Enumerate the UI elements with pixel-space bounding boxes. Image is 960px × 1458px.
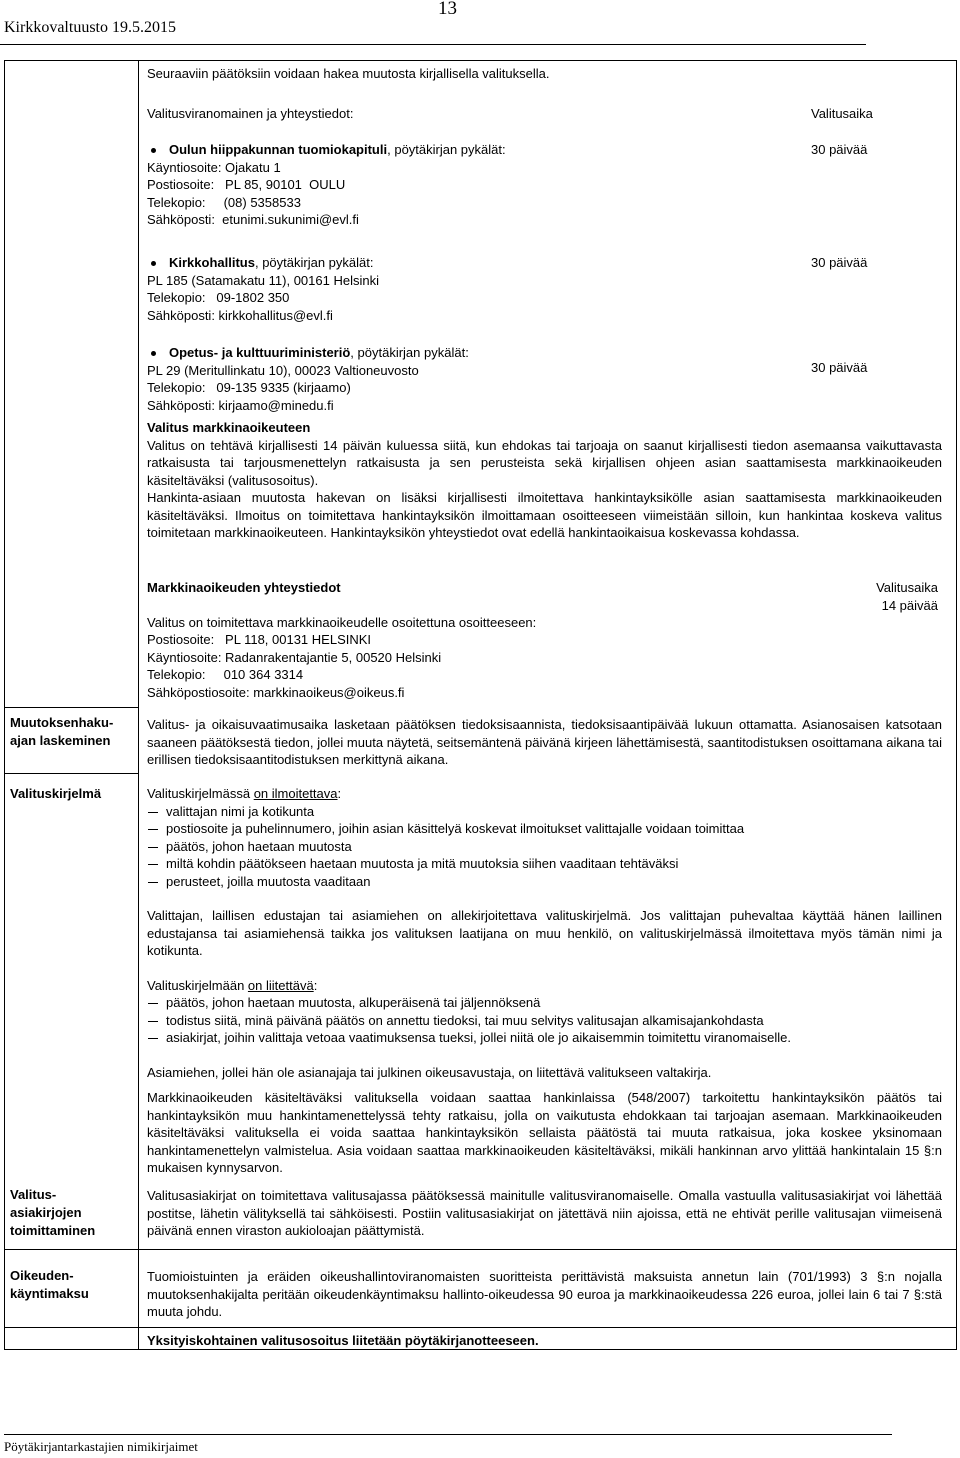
agent-text: Asiamiehen, jollei hän ole asianajaja tai julkinen oikeusavustaja, on liitettävä valitukseen valtakirja. xyxy=(147,1064,712,1080)
signing-text: Valittajan, laillisen edustajan tai asiamiehen on allekirjoitettava valituskirjelmä. Jos valittajan puhevaltaa käyttää hänen laillinen edustajansa tai asiamiehensä taikka jos valituksen laatijana on muu henkilö, on valituskirjelmässä ilmoitettava myös tämän nimi ja kotikunta. xyxy=(147,908,942,958)
page-number: 13 xyxy=(438,0,457,19)
intro-text: Seuraaviin päätöksiin voidaan hakea muutosta kirjallisella valituksella. xyxy=(147,66,550,81)
contact-line: Postiosoite: PL 118, 00131 HELSINKI xyxy=(147,632,372,647)
must-underlined: on ilmoitettava xyxy=(253,786,338,801)
label-line: Valitus- xyxy=(10,1187,57,1202)
label-line: Oikeuden- xyxy=(10,1268,74,1283)
footer-text: Pöytäkirjantarkastajien nimikirjaimet xyxy=(4,1439,198,1454)
final-note: Yksityiskohtainen valitusosoitus liitetään pöytäkirjanotteeseen. xyxy=(147,1333,539,1348)
list-item: päätös, johon haetaan muutosta xyxy=(147,838,942,856)
document-title: Kirkkovaltuusto 19.5.2015 xyxy=(4,19,176,36)
calc-label xyxy=(10,714,134,750)
contact-line: Käyntiosoite: Radanrakentajantie 5, 00520 Helsinki xyxy=(147,649,442,665)
authority-line: PL 185 (Satamakatu 11), 00161 Helsinki xyxy=(147,272,379,288)
authority-line: Telekopio: 09-135 9335 (kirjaamo) xyxy=(147,380,351,395)
contact-line: Telekopio: 010 364 3314 xyxy=(147,667,304,682)
row-divider xyxy=(4,707,138,708)
bullet-icon xyxy=(151,148,156,153)
list-item: valittajan nimi ja kotikunta xyxy=(147,803,942,821)
calc-text: Valitus- ja oikaisuvaatimusaika lasketaan päätöksen tiedoksisaannista, tiedoksisaantipäivää lukuun ottamatta. Asianosaisen katsotaan saaneen päätöksestä tiedon, jollei muuta näytetä, seitsemäntenä päivänä kirjeen lähettämisestä, saantitodistuksen osoittamana aikana tai erillisen tiedoksisaantitodistuksen merkittynä aikana. xyxy=(147,717,942,767)
market-text: Markkinaoikeuden käsiteltäväksi valituksella voidaan saattaa hankinlaissa (548/2007) tarkoitettu hankintayksikön päätös tai hankintayksikön muu hankintamenettelyssä tehty ratkaisu, jolla on vaikutusta ehdokkaan tai tarjoajan asemaan. Markkinaoikeuden käsiteltäväksi valituksella ei voida saattaa hankintayksikön sellaista päätöstä tai muuta ratkaisua, joka koskee yksinomaan hankintamenettelyn valmistelua. Asia voidaan saattaa markkinaoikeuden käsiteltäväksi, mikäli hankinnan arvo ylittää hankintalain 15 §:n mukaisen kynnysarvon. xyxy=(147,1090,942,1175)
must-pre: Valituskirjelmässä xyxy=(147,786,254,801)
market-court-section xyxy=(147,419,942,542)
row-divider xyxy=(4,1327,957,1328)
authorities-heading: Valitusviranomainen ja yhteystiedot: xyxy=(147,106,354,121)
period-value: 14 päivää xyxy=(881,597,938,613)
attach-underlined: on liitettävä xyxy=(247,977,314,993)
bullet-icon xyxy=(151,351,156,356)
market-court-paragraph: Valitus on tehtävä kirjallisesti 14 päivän kuluessa siitä, kun ehdokas tai tarjoaja on saanut kirjallisesti tiedon asemaansa vaikuttavasta ratkaisusta tai tarjousmenettelyn ratkaisusta ja sen perusteista sekä kirjallisen ohjeen asian saattamisesta markkinaoikeuden käsiteltäväksi (valitusosoitus). xyxy=(147,437,942,488)
authority-line: Telekopio: 09-1802 350 xyxy=(147,290,290,305)
footer-rule xyxy=(4,1434,892,1435)
authority-suffix: , pöytäkirjan pykälät: xyxy=(387,142,506,157)
fee-label xyxy=(10,1267,134,1303)
authority-line: PL 29 (Meritullinkatu 10), 00023 Valtioneuvosto xyxy=(147,362,419,378)
authority-suffix: , pöytäkirjan pykälät: xyxy=(350,345,469,360)
authority-line: Sähköposti: kirjaamo@minedu.fi xyxy=(147,397,334,413)
period-label: Valitusaika xyxy=(876,580,938,595)
label-line: käyntimaksu xyxy=(10,1286,89,1301)
letter-label: Valituskirjelmä xyxy=(10,786,102,801)
authority-2 xyxy=(147,254,767,324)
label-line: ajan laskeminen xyxy=(10,733,111,748)
authority-suffix: , pöytäkirjan pykälät: xyxy=(254,255,374,270)
authority-line: Käyntiosoite: Ojakatu 1 xyxy=(147,159,281,175)
delivery-text: Valitusasiakirjat on toimitettava valitusajassa päätöksessä mainitulle valitusviranomaiselle. Omalla vastuulla valitusasiakirjat voi lähettää postitse, lähetin välityksellä tai sähköisesti. Postiin valitusasiakirjat on jätettävä niin ajoissa, että ne ehtivät perille valitusajan viimeisenä päivänä ennen viraston aukioloajan päättymistä. xyxy=(147,1188,942,1238)
column-divider xyxy=(138,60,139,1350)
period-value: 30 päivää xyxy=(811,142,868,157)
authority-name: Oulun hiippakunnan tuomiokapituli xyxy=(169,142,388,157)
contact-period xyxy=(838,579,938,614)
authority-1 xyxy=(147,141,767,229)
list-item: postiosoite ja puhelinnumero, joihin asian käsittelyä koskevat ilmoitukset valittajalle voidaan toimittaa xyxy=(147,820,942,838)
contact-heading: Markkinaoikeuden yhteystiedot xyxy=(147,580,341,595)
authority-line: Telekopio: (08) 5358533 xyxy=(147,194,301,210)
bullet-icon xyxy=(151,261,156,266)
delivery-label xyxy=(10,1186,134,1240)
contact-section xyxy=(147,579,747,701)
attach-list xyxy=(147,994,942,1047)
list-item: asiakirjat, joihin valittaja vetoaa vaatimuksensa tueksi, jollei niitä ole jo aikaisemmin toimitettu viranomaiselle. xyxy=(147,1029,942,1047)
authority-line: Sähköposti: etunimi.sukunimi@evl.fi xyxy=(147,212,359,227)
authority-3 xyxy=(147,344,767,414)
authority-line: Sähköposti: kirkkohallitus@evl.fi xyxy=(147,307,333,323)
attach-pre: Valituskirjelmään xyxy=(147,977,248,993)
label-line: toimittaminen xyxy=(10,1223,96,1238)
list-item: miltä kohdin päätökseen haetaan muutosta ja mitä muutoksia siihen vaaditaan tehtäväksi xyxy=(147,855,942,873)
row-divider xyxy=(4,773,138,774)
authority-line: Postiosoite: PL 85, 90101 OULU xyxy=(147,177,346,192)
period-heading: Valitusaika xyxy=(811,106,873,121)
letter-section xyxy=(147,785,942,1177)
contact-intro: Valitus on toimitettava markkinaoikeudelle osoitettuna osoitteeseen: xyxy=(147,614,537,630)
must-post: : xyxy=(337,786,342,801)
list-item: päätös, johon haetaan muutosta, alkuperäisenä tai jäljennöksenä xyxy=(147,994,942,1012)
attach-heading xyxy=(147,977,942,995)
attach-post: : xyxy=(313,977,318,993)
list-item: perusteet, joilla muutosta vaaditaan xyxy=(147,873,942,891)
period-value: 30 päivää xyxy=(811,255,868,270)
fee-text: Tuomioistuinten ja eräiden oikeushallintoviranomaisten suoritteista perittävistä maksuista annetun lain (701/1993) 3 §:n nojalla muutoksenhakijalta peritään oikeudenkäyntimaksu hallinto-oikeudessa 90 euroa ja markkinaoikeudessa 226 euroa, jollei lain 6 tai 7 §:stä muuta johdu. xyxy=(147,1269,942,1319)
period-value: 30 päivää xyxy=(811,360,868,375)
row-divider xyxy=(4,1249,957,1250)
authority-name: Opetus- ja kulttuuriministeriö xyxy=(169,345,351,360)
list-item: todistus siitä, minä päivänä päätös on annettu tiedoksi, tai muu selvitys valitusajan alkamisajankohdasta xyxy=(147,1012,942,1030)
label-line: Muutoksenhaku- xyxy=(10,715,114,730)
must-list xyxy=(147,803,942,891)
contact-line: Sähköpostiosoite: markkinaoikeus@oikeus.fi xyxy=(147,684,405,700)
authority-name: Kirkkohallitus xyxy=(169,255,255,270)
must-heading xyxy=(147,785,942,803)
market-court-paragraph: Hankinta-asiaan muutosta hakevan on lisäksi kirjallisesti ilmoitettava hankintayksikölle asian saattamisesta markkinaoikeuden käsiteltäväksi. Ilmoitus on toimitettava hankintayksikön ilmoittamaan osoitteeseen viimeistään silloin, kun hankintaa koskeva valitus toimitetaan markkinaoikeuteen. Hankintayksikön yhteystiedot ovat edellä hankintaoikaisua koskevassa kohdassa. xyxy=(147,490,942,540)
label-line: asiakirjojen xyxy=(10,1205,82,1220)
header-rule xyxy=(0,44,866,45)
market-court-heading: Valitus markkinaoikeuteen xyxy=(147,420,311,435)
